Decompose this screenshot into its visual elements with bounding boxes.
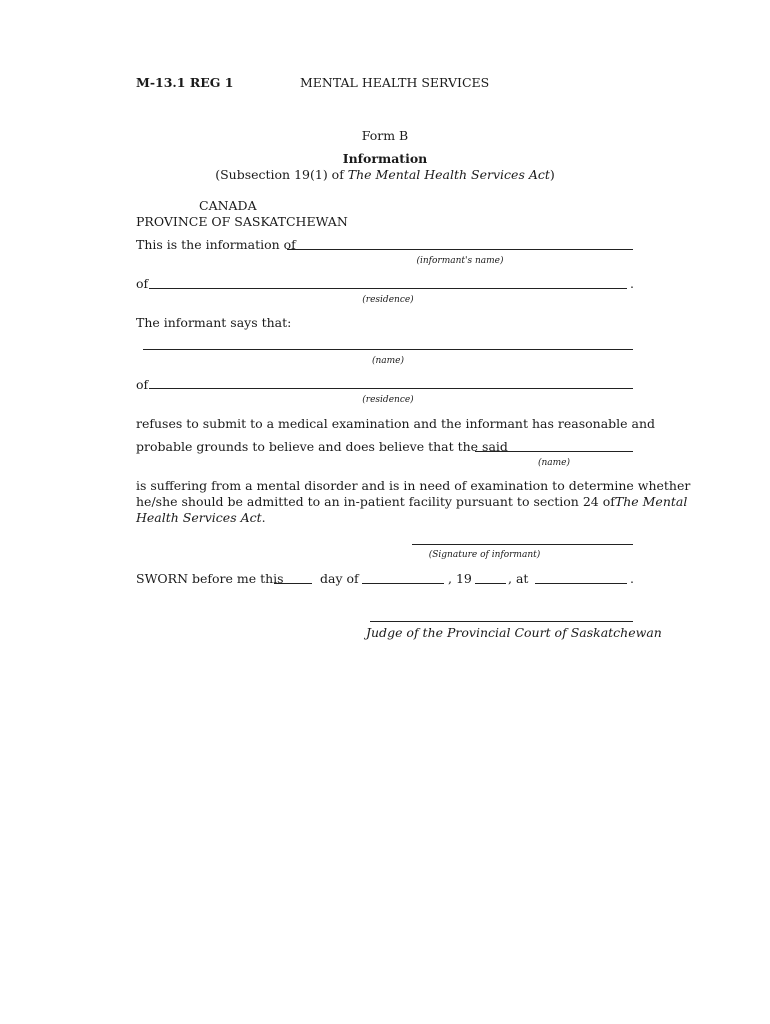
province-label: PROVINCE OF SASKATCHEWAN: [136, 214, 348, 229]
judge-caption: Judge of the Provincial Court of Saskatchewan: [366, 625, 662, 640]
suffering-end-period: .: [261, 510, 266, 525]
informant-residence-field[interactable]: [149, 288, 627, 289]
said-name-field[interactable]: [475, 451, 633, 452]
suffering-statement-line-3: [136, 510, 266, 525]
suffering-statement-line-2: [136, 494, 688, 509]
sworn-before-label: SWORN before me this: [136, 571, 284, 586]
probable-grounds-statement: probable grounds to believe and does believe that the said: [136, 439, 508, 454]
informant-signature-caption: (Signature of informant): [428, 550, 541, 560]
form-title: Information: [342, 151, 428, 166]
act-header-title: MENTAL HEALTH SERVICES: [300, 75, 490, 90]
informant-says-label: The informant says that:: [136, 315, 292, 330]
subject-residence-caption: (residence): [362, 395, 414, 405]
subsection-suffix: ): [549, 167, 555, 182]
subsection-act-name: The Mental Health Services Act: [347, 167, 550, 182]
informant-signature-field[interactable]: [412, 544, 633, 545]
informant-residence-caption: (residence): [362, 295, 414, 305]
residence-period: .: [630, 276, 634, 291]
judge-signature-field[interactable]: [370, 621, 633, 622]
at-label: , at: [508, 571, 529, 586]
refuses-statement: refuses to submit to a medical examination and the informant has reasonable and: [136, 416, 656, 431]
regulation-code: M-13.1 REG 1: [136, 75, 234, 90]
sworn-place-field[interactable]: [535, 583, 627, 584]
day-of-label: day of: [320, 571, 359, 586]
sworn-day-field[interactable]: [274, 583, 312, 584]
subsection-prefix: (Subsection 19(1) of: [215, 167, 348, 182]
subsection-reference: [0, 167, 770, 182]
of-label-2: of: [136, 377, 149, 392]
sworn-month-field[interactable]: [362, 583, 444, 584]
of-label: of: [136, 276, 149, 291]
subject-name-field[interactable]: [143, 349, 633, 350]
suffering-act-name-part-2: Health Services Act: [136, 510, 262, 525]
suffering-line-2-text: he/she should be admitted to an in-patient facility pursuant to section 24 of: [136, 494, 615, 509]
suffering-statement-line-1: is suffering from a mental disorder and is in need of examination to determine whether: [136, 478, 691, 493]
subject-name-caption: (name): [371, 356, 405, 366]
information-of-label: This is the information of: [136, 237, 296, 252]
sworn-period: .: [630, 571, 634, 586]
sworn-year-field[interactable]: [475, 583, 506, 584]
form-label: Form B: [361, 128, 409, 143]
country-label: CANADA: [199, 198, 257, 213]
year-prefix-label: , 19: [448, 571, 472, 586]
informant-name-field[interactable]: [287, 249, 633, 250]
subject-residence-field[interactable]: [149, 388, 633, 389]
said-name-caption: (name): [537, 458, 571, 468]
suffering-act-name-part-1: The Mental: [614, 494, 688, 509]
informant-name-caption: (informant's name): [416, 256, 504, 266]
